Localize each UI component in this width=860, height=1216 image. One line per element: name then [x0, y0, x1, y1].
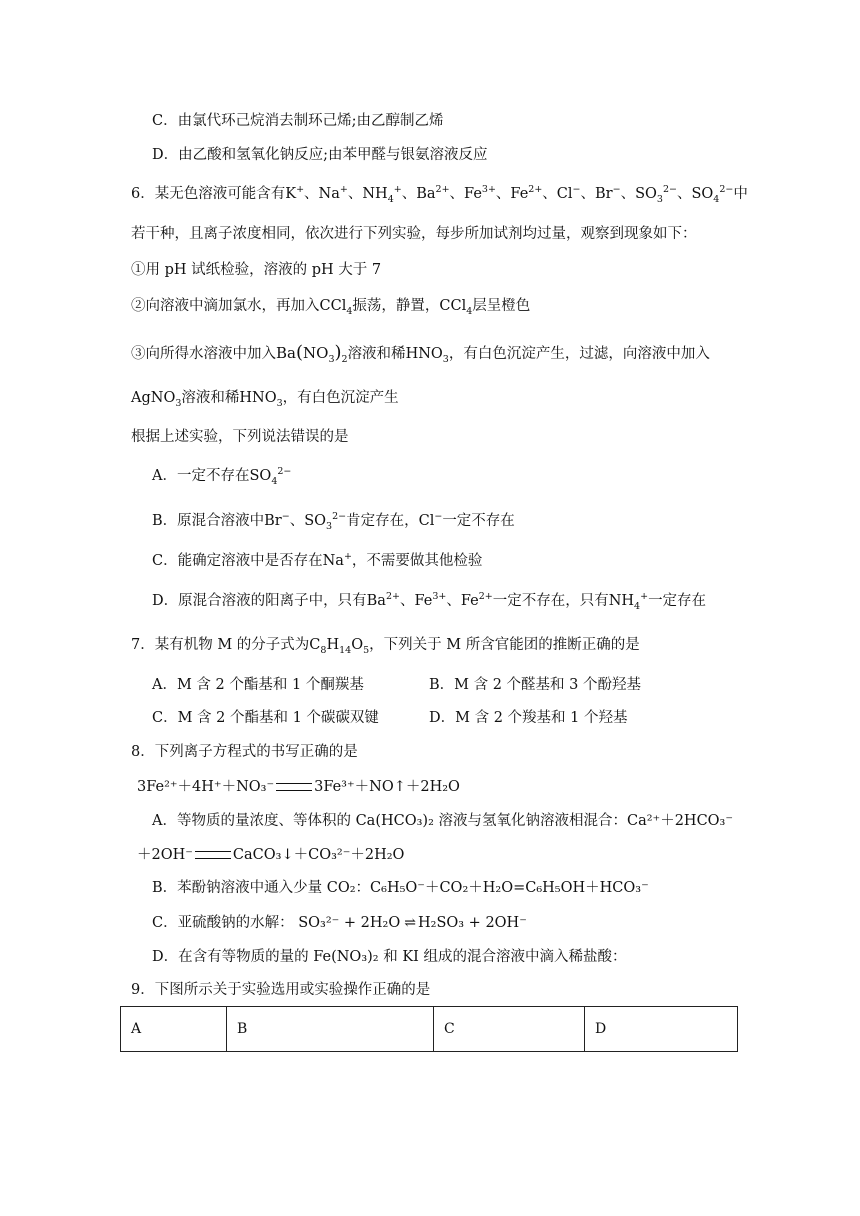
q6-experiment-2: ②向溶液中滴加氯水，再加入CCl$_4$振荡，静置，CCl$_4$层呈橙色	[131, 298, 531, 317]
option-a-cell: A	[121, 1007, 227, 1052]
q6-experiment-3: ③向所得水溶液中加入$Ba(NO_3)_2$溶液和稀$HNO_3$，有白色沉淀产生，过滤，向溶液中加入	[131, 342, 710, 365]
q8-option-a-continued: ＋2OH⁻ CaCO₃↓＋CO₃²⁻＋2H₂O	[137, 847, 405, 863]
option-d-cell: D	[585, 1007, 738, 1052]
equals-sign-icon	[276, 783, 312, 791]
q6-stem: 6．某无色溶液可能含有K+、Na+、$NH_4^+$、$Ba^{2+}$、$Fe^{3+}$、$Fe^{2+}$、Cl−、Br−、$SO_3^{2-}$、$SO_4^{2-}$中	[131, 184, 748, 205]
option-c-cell: C	[434, 1007, 585, 1052]
q8-option-c: C．亚硫酸钠的水解： SO₃²⁻ + 2H₂O ⇌ H₂SO₃ + 2OH⁻	[152, 915, 527, 931]
q6-option-b: B．原混合溶液中Br−、$SO_3^{2-}$肯定存在，Cl−一定不存在	[152, 511, 515, 532]
q6-conclusion-prompt: 根据上述实验，下列说法错误的是	[131, 429, 349, 445]
ion-k: K+	[285, 184, 305, 202]
q7-option-d: D．M 含 2 个羧基和 1 个羟基	[429, 710, 628, 726]
q6-option-d: D．原混合溶液的阳离子中，只有$Ba^{2+}$、$Fe^{3+}$、$Fe^{2+}$一定不存在，只有$NH_4^+$一定存在	[152, 591, 707, 612]
q8-option-d: D．在含有等物质的量的 Fe(NO₃)₂ 和 KI 组成的混合溶液中滴入稀盐酸：	[152, 949, 627, 965]
q9-stem: 9．下图所示关于实验选用或实验操作正确的是	[131, 982, 431, 998]
q6-stem-continued: 若干种，且离子浓度相同，依次进行下列实验，每步所加试剂均过量，观察到现象如下：	[131, 226, 697, 242]
ion-fe3: $Fe^{3+}$	[464, 184, 496, 202]
q9-options-table	[120, 1006, 738, 1052]
q5-option-d: D．由乙酸和氢氧化钠反应;由苯甲醛与银氨溶液反应	[152, 147, 488, 163]
q6-experiment-1: ①用 pH 试纸检验，溶液的 pH 大于 7	[131, 262, 382, 278]
ion-ba: $Ba^{2+}$	[416, 184, 450, 202]
ion-na: Na+	[318, 184, 348, 202]
q6-option-c: C．能确定溶液中是否存在Na+，不需要做其他检验	[152, 551, 483, 569]
ion-so4: $SO_4^{2-}$	[691, 184, 734, 205]
q6-experiment-3-continued: AgNO$_3$溶液和稀$HNO_3$，有白色沉淀产生	[131, 390, 399, 409]
q8-option-b: B．苯酚钠溶液中通入少量 CO₂：C₆H₅O⁻＋CO₂＋H₂O=C₆H₅OH＋HCO₃⁻	[152, 880, 649, 896]
ion-nh4: $NH_4^+$	[362, 184, 402, 205]
q7-stem: 7．某有机物 M 的分子式为$C_8H_{14}O_5$，下列关于 M 所含官能团的推断正确的是	[131, 637, 640, 656]
q8-equation: 3Fe²⁺＋4H⁺＋NO₃⁻ 3Fe³⁺＋NO↑＋2H₂O	[137, 779, 460, 795]
q7-option-b: B．M 含 2 个醛基和 3 个酚羟基	[429, 677, 641, 693]
equals-sign-icon	[195, 851, 231, 859]
table-row	[121, 1007, 738, 1052]
reversible-arrow-icon: ⇌	[404, 915, 414, 931]
q7-option-a: A．M 含 2 个酯基和 1 个酮羰基	[152, 677, 364, 693]
q7-option-c: C．M 含 2 个酯基和 1 个碳碳双键	[152, 710, 379, 726]
option-b-cell: B	[227, 1007, 434, 1052]
q8-option-a: A．等物质的量浓度、等体积的 Ca(HCO₃)₂ 溶液与氢氧化钠溶液相混合：Ca²⁺＋2HCO₃⁻	[152, 813, 734, 829]
ion-cl: Cl−	[556, 184, 581, 202]
ion-br: Br−	[595, 184, 621, 202]
q5-option-c: C．由氯代环己烷消去制环己烯;由乙醇制乙烯	[152, 113, 444, 129]
ion-so3: $SO_3^{2-}$	[635, 184, 677, 205]
q8-stem: 8．下列离子方程式的书写正确的是	[131, 744, 358, 760]
ion-fe2: $Fe^{2+}$	[510, 184, 543, 202]
q6-option-a: A．一定不存在$SO_4^{2-}$	[152, 466, 292, 487]
